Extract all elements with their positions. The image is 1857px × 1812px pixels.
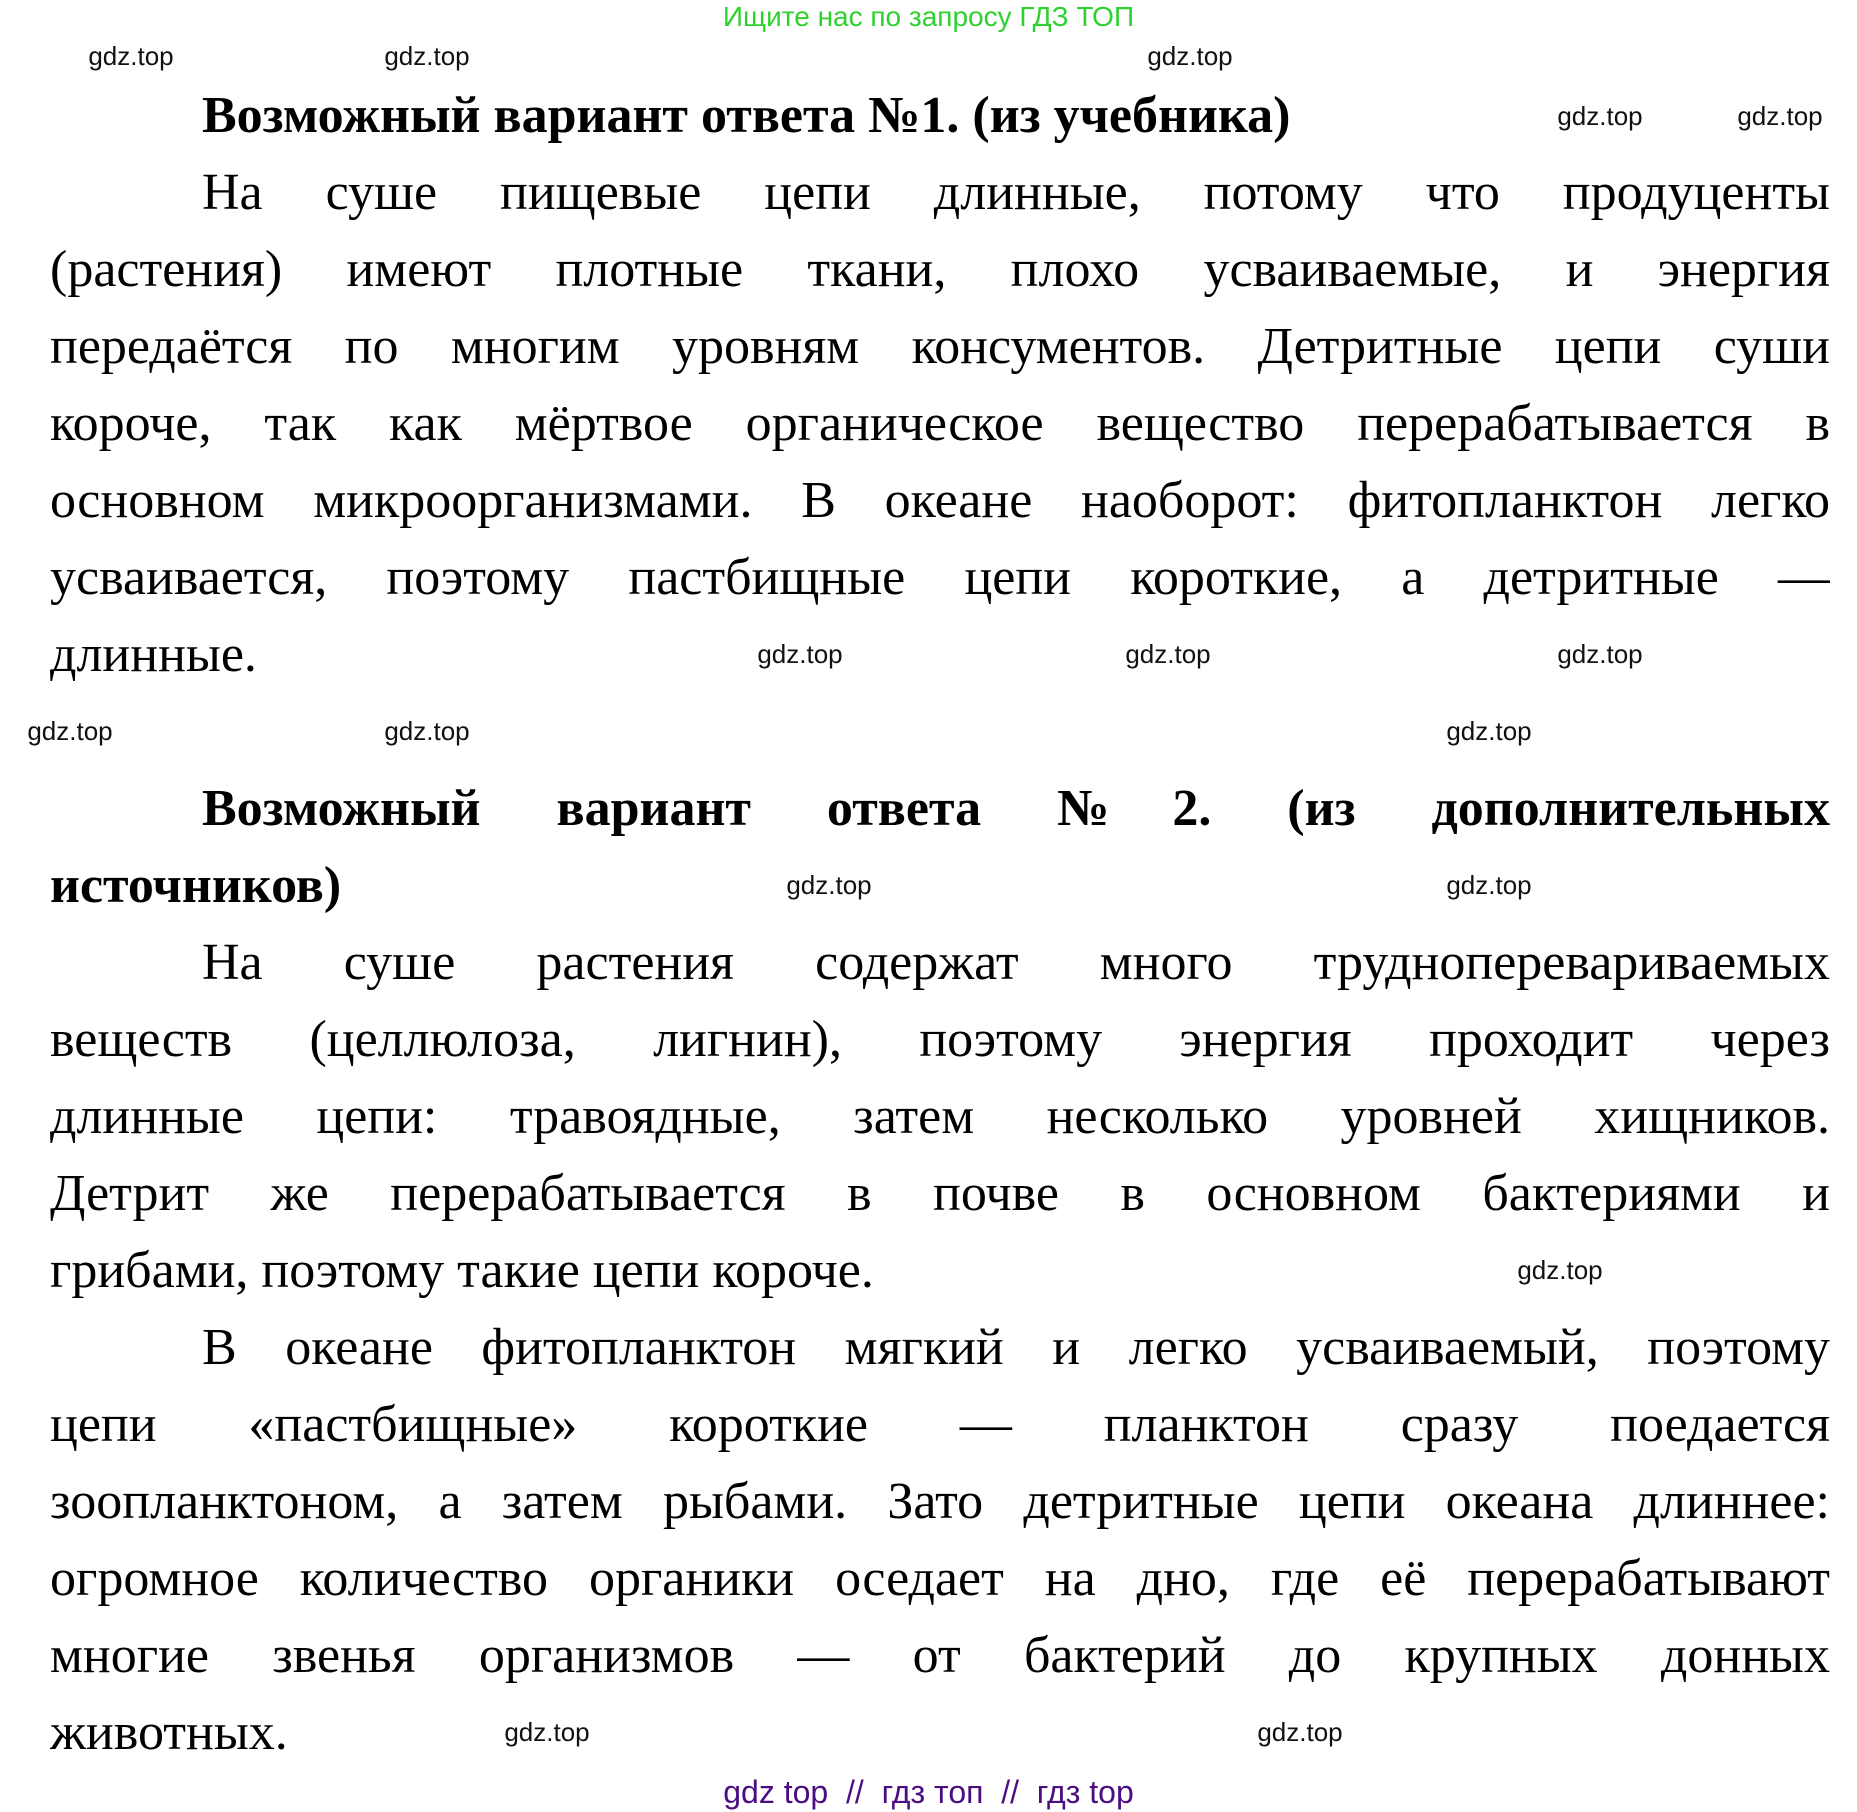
text-line: цепи «пастбищные» короткие — планктон сразу поедается — [50, 1396, 1830, 1453]
text-line: длинные. — [50, 626, 257, 683]
watermark: gdz.top — [384, 41, 470, 71]
watermark: gdz.top — [1737, 101, 1823, 131]
text-line: Детрит же перерабатывается в почве в основном бактериями и — [50, 1165, 1830, 1222]
text-line: (растения) имеют плотные ткани, плохо усваиваемые, и энергия — [50, 241, 1830, 298]
paragraph-1 — [50, 154, 1830, 693]
watermark: gdz.top — [504, 1717, 590, 1747]
watermark: gdz.top — [757, 639, 843, 669]
watermark: gdz.top — [88, 41, 174, 71]
text-line: грибами, поэтому такие цепи короче. — [50, 1242, 874, 1299]
text-line: многие звенья организмов — от бактерий до крупных донных — [50, 1627, 1830, 1684]
text-line: длинные цепи: травоядные, затем несколько уровней хищников. — [50, 1088, 1830, 1145]
watermark: gdz.top — [1257, 1717, 1343, 1747]
paragraph-2 — [50, 924, 1830, 1309]
text-line: передаётся по многим уровням консументов. Детритные цепи суши — [50, 318, 1830, 375]
text-line: короче, так как мёртвое органическое вещество перерабатывается в — [50, 395, 1830, 452]
heading-answer-1: Возможный вариант ответа №1. (из учебника) — [202, 87, 1291, 144]
text-line: огромное количество органики оседает на дно, где её перерабатывают — [50, 1550, 1830, 1607]
spacer — [50, 693, 1830, 770]
watermark: gdz.top — [1557, 101, 1643, 131]
watermark: gdz.top — [786, 870, 872, 900]
heading-line: источников) — [50, 857, 342, 914]
watermark: gdz.top — [1517, 1255, 1603, 1285]
watermark: gdz.top — [1446, 716, 1532, 746]
heading-line: Возможный вариант ответа №2. (из дополнительных — [202, 780, 1830, 837]
text-line: основном микроорганизмами. В океане наоборот: фитопланктон легко — [50, 472, 1830, 529]
watermark: gdz.top — [384, 716, 470, 746]
watermark: gdz.top — [27, 716, 113, 746]
text-line: На суше пищевые цепи длинные, потому что продуценты — [202, 164, 1830, 221]
text-line: На суше растения содержат много трудноперевариваемых — [202, 934, 1830, 991]
watermark: gdz.top — [1557, 639, 1643, 669]
watermark: gdz.top — [1147, 41, 1233, 71]
paragraph-3 — [50, 1309, 1830, 1771]
watermark: gdz.top — [1125, 639, 1211, 669]
watermark: gdz.top — [1446, 870, 1532, 900]
text-line: усваивается, поэтому пастбищные цепи короткие, а детритные — — [50, 549, 1830, 606]
answer-document — [50, 77, 1830, 1771]
search-hint: Ищите нас по запросу ГДЗ ТОП — [722, 1, 1135, 32]
text-line: В океане фитопланктон мягкий и легко усваиваемый, поэтому — [202, 1319, 1830, 1376]
text-line: веществ (целлюлоза, лигнин), поэтому энергия проходит через — [50, 1011, 1830, 1068]
text-line: зоопланктоном, а затем рыбами. Зато детритные цепи океана длиннее: — [50, 1473, 1830, 1530]
text-line: животных. — [50, 1704, 288, 1761]
footer-brand: gdz top // гдз топ // гдз top — [723, 1774, 1134, 1810]
heading-answer-2 — [50, 770, 1830, 924]
